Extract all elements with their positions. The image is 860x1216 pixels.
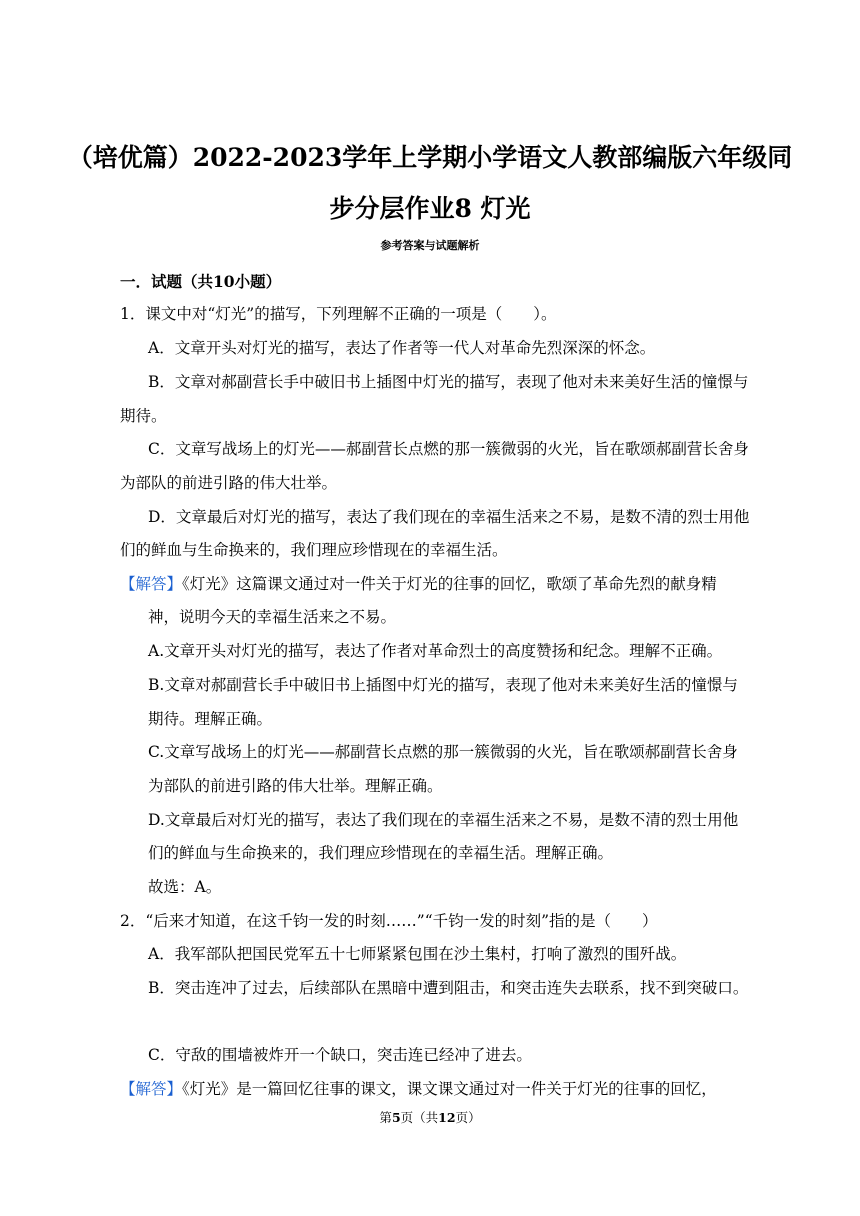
section-heading: 一．试题（共10小题） (120, 272, 282, 291)
question-2-answer-line-1 (120, 1079, 717, 1099)
question-1-option-d-line-1: D．文章最后对灯光的描写，表达了我们现在的幸福生活来之不易，是数不清的烈士用他 (148, 508, 750, 526)
question-1-answer-line-2: 神，说明今天的幸福生活来之不易。 (148, 608, 397, 626)
question-1-option-b-line-2: 期待。 (120, 407, 167, 425)
question-2-option-b: B．突击连冲了过去，后续部队在黑暗中遭到阻击，和突击连失去联系，找不到突破口。 (148, 979, 749, 997)
question-1-answer-c-line-1: C.文章写战场上的灯光——郝副营长点燃的那一簇微弱的火光，旨在歌颂郝副营长舍身 (148, 743, 738, 761)
question-1-answer-d-line-2: 们的鲜血与生命换来的，我们理应珍惜现在的幸福生活。理解正确。 (148, 844, 614, 862)
document-title-line-2: 步分层作业8 灯光 (329, 194, 531, 223)
question-1-option-c-line-2: 为部队的前进引路的伟大壮举。 (120, 474, 338, 492)
question-1-option-b-line-1: B．文章对郝副营长手中破旧书上插图中灯光的描写，表现了他对未来美好生活的憧憬与 (148, 373, 749, 391)
footer-page-number: 5 (391, 1110, 401, 1125)
answer-label: 【解答】 (120, 575, 183, 593)
footer-suffix: 页） (455, 1110, 481, 1125)
answer-text: 《灯光》是一篇回忆往事的课文，课文课文通过对一件关于灯光的往事的回忆， (182, 1080, 717, 1098)
page-footer (0, 1110, 860, 1126)
question-1-stem: 1．课文中对“灯光”的描写，下列理解不正确的一项是（ ）。 (120, 305, 557, 323)
question-1-answer-d-line-1: D.文章最后对灯光的描写，表达了我们现在的幸福生活来之不易，是数不清的烈士用他 (148, 811, 739, 829)
question-1-answer-c-line-2: 为部队的前进引路的伟大壮举。理解正确。 (148, 777, 443, 795)
question-2-stem: 2．“后来才知道，在这千钧一发的时刻……”“千钧一发的时刻”指的是（ ） (120, 912, 658, 930)
question-1-conclusion: 故选：A。 (148, 878, 222, 896)
footer-middle: 页（共 (400, 1110, 439, 1125)
footer-total-pages: 12 (438, 1110, 456, 1125)
question-1-answer-line-1 (120, 574, 717, 594)
question-2-option-a: A．我军部队把国民党军五十七师紧紧包围在沙土集村，打响了激烈的围歼战。 (148, 945, 687, 963)
question-1-option-a: A．文章开头对灯光的描写，表达了作者等一代人对革命先烈深深的怀念。 (148, 339, 656, 357)
question-2-option-c: C．守敌的围墙被炸开一个缺口，突击连已经冲了进去。 (148, 1046, 532, 1064)
footer-prefix: 第 (379, 1110, 392, 1125)
question-1-answer-b-line-1: B.文章对郝副营长手中破旧书上插图中灯光的描写，表现了他对未来美好生活的憧憬与 (148, 676, 738, 694)
question-1-option-c-line-1: C．文章写战场上的灯光——郝副营长点燃的那一簇微弱的火光，旨在歌颂郝副营长舍身 (148, 440, 749, 458)
question-1-option-d-line-2: 们的鲜血与生命换来的，我们理应珍惜现在的幸福生活。 (120, 541, 508, 559)
question-1-answer-a: A.文章开头对灯光的描写，表达了作者对革命烈士的高度赞扬和纪念。理解不正确。 (148, 642, 723, 660)
document-subtitle: 参考答案与试题解析 (380, 239, 480, 252)
answer-label: 【解答】 (120, 1080, 183, 1098)
answer-text: 《灯光》这篇课文通过对一件关于灯光的往事的回忆，歌颂了革命先烈的献身精 (182, 575, 717, 593)
question-1-answer-b-line-2: 期待。理解正确。 (148, 710, 273, 728)
document-title-line-1: （培优篇）2022-2023学年上学期小学语文人教部编版六年级同 (67, 143, 793, 172)
